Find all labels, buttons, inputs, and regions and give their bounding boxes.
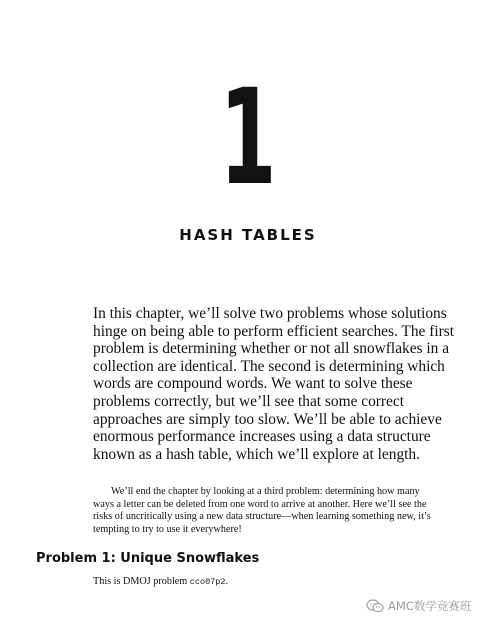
intro-paragraph: In this chapter, we’ll solve two problems whose solutions hinge on being able to perform efficient searches. The first problem is determining whether or not all snowflakes in a collection are identical. The second is determining which words are compound words. We want to solve these problems correctly, but we’ll see that some correct approaches are simply too slow. We’ll be able to achieve enormous performance increases using a data structure known as a hash table, which we’ll explore at length. — [93, 305, 454, 463]
problem-ref-prefix: This is DMOJ problem — [93, 576, 190, 587]
section-heading: Problem 1: Unique Snowflakes — [36, 551, 260, 566]
watermark-text: AMC数学竞赛班 — [388, 599, 472, 613]
problem-reference — [93, 576, 228, 587]
chapter-title: HASH TABLES — [179, 226, 317, 244]
problem-code: cco07p2 — [189, 577, 226, 587]
chapter-number: 1 — [219, 61, 277, 215]
body-paragraph: We’ll end the chapter by looking at a third problem: determining how many ways a letter can be deleted from one word to arrive at another. Here we’ll see the risks of uncritically using a new data structure—when learning something new, it’s tempting to try to use it everywhere! — [93, 486, 431, 535]
watermark — [366, 598, 471, 614]
problem-ref-suffix: . — [225, 576, 229, 587]
wechat-icon — [366, 599, 384, 613]
